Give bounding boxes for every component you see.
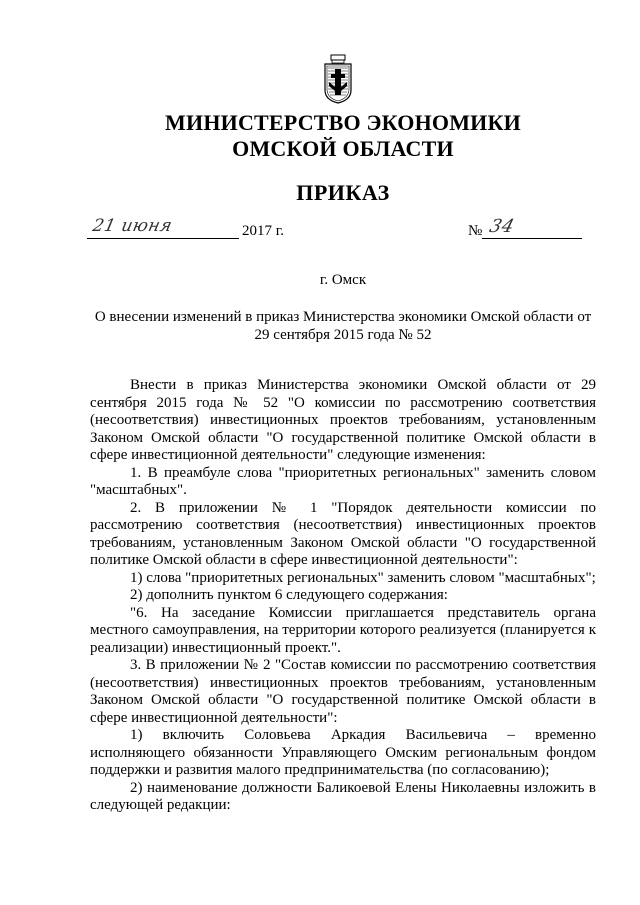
paragraph-subitem-2-1: 1) слова "приоритетных региональных" заменить словом "масштабных"; [130, 569, 596, 586]
paragraph-item-2: 2. В приложении № 1 "Порядок деятельности комиссии по рассмотрению соответствия (несоответствия) инвестиционных проектов требованиям, установленным Законом Омской области "О государственной политике Омской области в сфере инвестиционной деятельности": [90, 499, 596, 568]
order-subject: О внесении изменений в приказ Министерства экономики Омской области от 29 сентября 2015 года № 52 [94, 309, 592, 343]
date-field [87, 216, 239, 239]
omsk-coat-of-arms-icon [323, 54, 353, 104]
ministry-name-line2: ОМСКОЙ ОБЛАСТИ [232, 136, 454, 161]
paragraph-item-1: 1. В преамбуле слова "приоритетных региональных" заменить словом "масштабных". [90, 464, 596, 498]
ministry-name-line1: МИНИСТЕРСТВО ЭКОНОМИКИ [165, 110, 521, 135]
paragraph-subitem-3-1: 1) включить Соловьева Аркадия Васильевича – временно исполняющего обязанности Управляющего Омским региональным фондом поддержки и развития малого предпринимательства (по согласованию); [90, 727, 596, 778]
paragraph-subitem-3-2: 2) наименование должности Баликоевой Елены Николаевны изложить в следующей редакции: [90, 779, 596, 813]
document-type-title: ПРИКАЗ [296, 180, 390, 205]
handwritten-date: 21 июня [90, 216, 175, 236]
order-body [90, 377, 596, 815]
number-label: № [468, 223, 483, 239]
paragraph-subitem-2-2: 2) дополнить пунктом 6 следующего содержания: [130, 587, 448, 603]
city-name: г. Омск [319, 272, 367, 288]
paragraph-intro: Внести в приказ Министерства экономики Омской области от 29 сентября 2015 года № 52 "О комиссии по рассмотрению соответствия (несоответствия) инвестиционных проектов требованиям, установленным Законом Омской области "О государственной политике Омской области в сфере инвестиционной деятельности" следующие изменения: [90, 377, 596, 463]
paragraph-item-3: 3. В приложении № 2 "Состав комиссии по рассмотрению соответствия (несоответствия) инвестиционных проектов требованиям, установленным Законом Омской области "О государственной политике Омской области в сфере инвестиционной деятельности": [90, 657, 596, 726]
year-text: 2017 г. [242, 223, 284, 239]
number-field [482, 216, 582, 239]
paragraph-quote-6: "6. На заседание Комиссии приглашается представитель органа местного самоуправления, на территории которого реализуется (планируется к реализации) инвестиционный проект.". [90, 604, 596, 656]
handwritten-number: 34 [487, 216, 517, 237]
